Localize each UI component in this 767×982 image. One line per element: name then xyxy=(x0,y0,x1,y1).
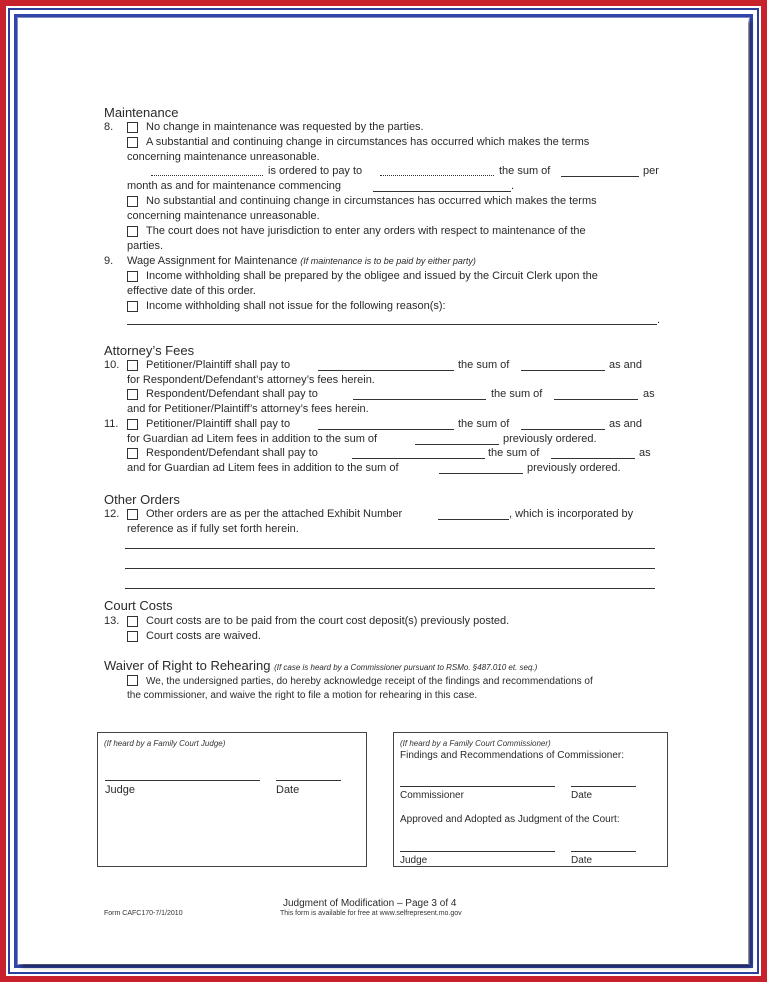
option-text: No change in maintenance was requested by the parties. xyxy=(146,121,424,133)
checkbox-no-substantial-change[interactable] xyxy=(127,196,138,207)
findings-title: Findings and Recommendations of Commissioner: xyxy=(400,750,624,761)
option-text: for Respondent/Defendant’s attorney’s fees herein. xyxy=(127,374,375,386)
box-note: (If heard by a Family Court Judge) xyxy=(104,739,226,748)
sum-text: the sum of xyxy=(458,359,510,371)
option-text: Court costs are waived. xyxy=(146,630,261,642)
option-text: Respondent/Defendant shall pay to xyxy=(146,388,318,400)
checkbox-waiver[interactable] xyxy=(127,675,138,686)
checkbox-no-jurisdiction[interactable] xyxy=(127,226,138,237)
checkbox-costs-waived[interactable] xyxy=(127,631,138,642)
date-line[interactable] xyxy=(571,786,636,787)
option-text: No substantial and continuing change in circumstances has occurred which makes the terms xyxy=(146,195,597,207)
month-text: month as and for maintenance commencing xyxy=(127,180,342,192)
option-text: Court costs are to be paid from the court cost deposit(s) previously posted. xyxy=(146,615,510,627)
amount-blank[interactable] xyxy=(561,176,639,177)
checkbox-no-change[interactable] xyxy=(127,122,138,133)
end-text: as and xyxy=(609,359,643,371)
item-number: 11. xyxy=(104,418,119,430)
payee-blank[interactable] xyxy=(318,429,454,430)
end-text: as xyxy=(639,447,651,459)
page-footer-title: Judgment of Modification – Page 3 of 4 xyxy=(283,898,457,909)
judge-signature-line[interactable] xyxy=(105,780,260,781)
date-line[interactable] xyxy=(571,851,636,852)
item-number: 9. xyxy=(104,255,114,267)
amount-blank[interactable] xyxy=(554,399,638,400)
option-text: parties. xyxy=(127,240,164,252)
sum-text: the sum of xyxy=(491,388,543,400)
item-number: 12. xyxy=(104,508,120,520)
checkbox-costs-from-deposit[interactable] xyxy=(127,616,138,627)
reason-blank[interactable] xyxy=(127,324,657,325)
option-text: previously ordered. xyxy=(527,462,621,474)
payer-blank[interactable] xyxy=(151,175,263,176)
form-id: Form CAFC170-7/1/2010 xyxy=(104,910,183,917)
box-note: (If heard by a Family Court Commissioner) xyxy=(400,739,551,748)
option-text: Petitioner/Plaintiff shall pay to xyxy=(146,418,291,430)
option-text: concerning maintenance unreasonable. xyxy=(127,210,320,222)
amount-blank[interactable] xyxy=(551,458,635,459)
option-text: previously ordered. xyxy=(503,433,597,445)
payee-blank[interactable] xyxy=(352,458,485,459)
option-text: , which is incorporated by xyxy=(509,508,634,520)
other-orders-heading: Other Orders xyxy=(104,492,180,507)
commencing-date-blank[interactable] xyxy=(373,191,511,192)
option-text: and for Guardian ad Litem fees in addition to the sum of xyxy=(127,462,399,474)
option-text: A substantial and continuing change in circumstances has occurred which makes the terms xyxy=(146,136,590,148)
previous-amount-blank[interactable] xyxy=(439,473,523,474)
sum-text: the sum of xyxy=(499,165,551,177)
checkbox-respondent-pays-attorney[interactable] xyxy=(127,389,138,400)
option-text: the commissioner, and waive the right to file a motion for rehearing in this case. xyxy=(127,690,478,701)
checkbox-petitioner-pays-gal[interactable] xyxy=(127,419,138,430)
judge-signature-box xyxy=(97,732,367,867)
checkbox-withholding-not-issue[interactable] xyxy=(127,301,138,312)
option-text: Income withholding shall be prepared by the obligee and issued by the Circuit Clerk upon the xyxy=(146,270,598,282)
attorney-fees-heading: Attorney’s Fees xyxy=(104,343,195,358)
item-number: 8. xyxy=(104,121,114,133)
option-text: The court does not have jurisdiction to enter any orders with respect to maintenance of the xyxy=(146,225,586,237)
other-orders-line[interactable] xyxy=(125,568,655,569)
judge-signature-line[interactable] xyxy=(400,851,555,852)
payee-blank[interactable] xyxy=(318,370,454,371)
judge-label: Judge xyxy=(400,855,428,866)
option-text: Other orders are as per the attached Exhibit Number xyxy=(146,508,403,520)
other-orders-line[interactable] xyxy=(125,548,655,549)
option-text: We, the undersigned parties, do hereby acknowledge receipt of the findings and recommendations of xyxy=(146,676,593,687)
commissioner-label: Commissioner xyxy=(400,790,464,801)
waiver-heading: Waiver of Right to Rehearing (If case is heard by a Commissioner pursuant to RSMo. §487.010 et. seq.) xyxy=(104,658,538,673)
option-text: for Guardian ad Litem fees in addition to the sum of xyxy=(127,433,378,445)
other-orders-line[interactable] xyxy=(125,588,655,589)
checkbox-withholding-prepared[interactable] xyxy=(127,271,138,282)
end-text: as and xyxy=(609,418,643,430)
payee-blank[interactable] xyxy=(380,175,494,176)
commissioner-signature-box xyxy=(393,732,668,867)
period-text: . xyxy=(657,314,661,326)
option-text: Petitioner/Plaintiff shall pay to xyxy=(146,359,291,371)
option-text: reference as if fully set forth herein. xyxy=(127,523,299,535)
checkbox-substantial-change[interactable] xyxy=(127,137,138,148)
exhibit-number-blank[interactable] xyxy=(438,519,509,520)
pay-text: is ordered to pay to xyxy=(268,165,363,177)
end-text: as xyxy=(643,388,655,400)
period-text: . xyxy=(511,180,515,192)
option-text: concerning maintenance unreasonable. xyxy=(127,151,320,163)
date-line[interactable] xyxy=(276,780,341,781)
option-text: Income withholding shall not issue for the following reason(s): xyxy=(146,300,446,312)
maintenance-heading: Maintenance xyxy=(104,105,179,120)
sum-text: the sum of xyxy=(458,418,510,430)
wage-assignment-heading: Wage Assignment for Maintenance (If maintenance is to be paid by either party) xyxy=(127,255,476,267)
sum-text: the sum of xyxy=(488,447,540,459)
item-number: 13. xyxy=(104,615,120,627)
amount-blank[interactable] xyxy=(521,429,605,430)
checkbox-other-orders[interactable] xyxy=(127,509,138,520)
date-label: Date xyxy=(276,784,300,796)
date-label: Date xyxy=(571,855,593,866)
checkbox-petitioner-pays-attorney[interactable] xyxy=(127,360,138,371)
option-text: and for Petitioner/Plaintiff’s attorney’s fees herein. xyxy=(127,403,369,415)
previous-amount-blank[interactable] xyxy=(415,444,499,445)
approved-title: Approved and Adopted as Judgment of the Court: xyxy=(400,814,620,825)
checkbox-respondent-pays-gal[interactable] xyxy=(127,448,138,459)
date-label: Date xyxy=(571,790,593,801)
payee-blank[interactable] xyxy=(353,399,486,400)
per-text: per xyxy=(643,165,659,177)
option-text: effective date of this order. xyxy=(127,285,256,297)
document-page xyxy=(18,18,748,964)
option-text: Respondent/Defendant shall pay to xyxy=(146,447,318,459)
court-costs-heading: Court Costs xyxy=(104,598,173,613)
amount-blank[interactable] xyxy=(521,370,605,371)
commissioner-signature-line[interactable] xyxy=(400,786,555,787)
judge-label: Judge xyxy=(105,784,135,796)
item-number: 10. xyxy=(104,359,120,371)
availability-note: This form is available for free at www.selfrepresent.mo.gov xyxy=(280,910,462,917)
